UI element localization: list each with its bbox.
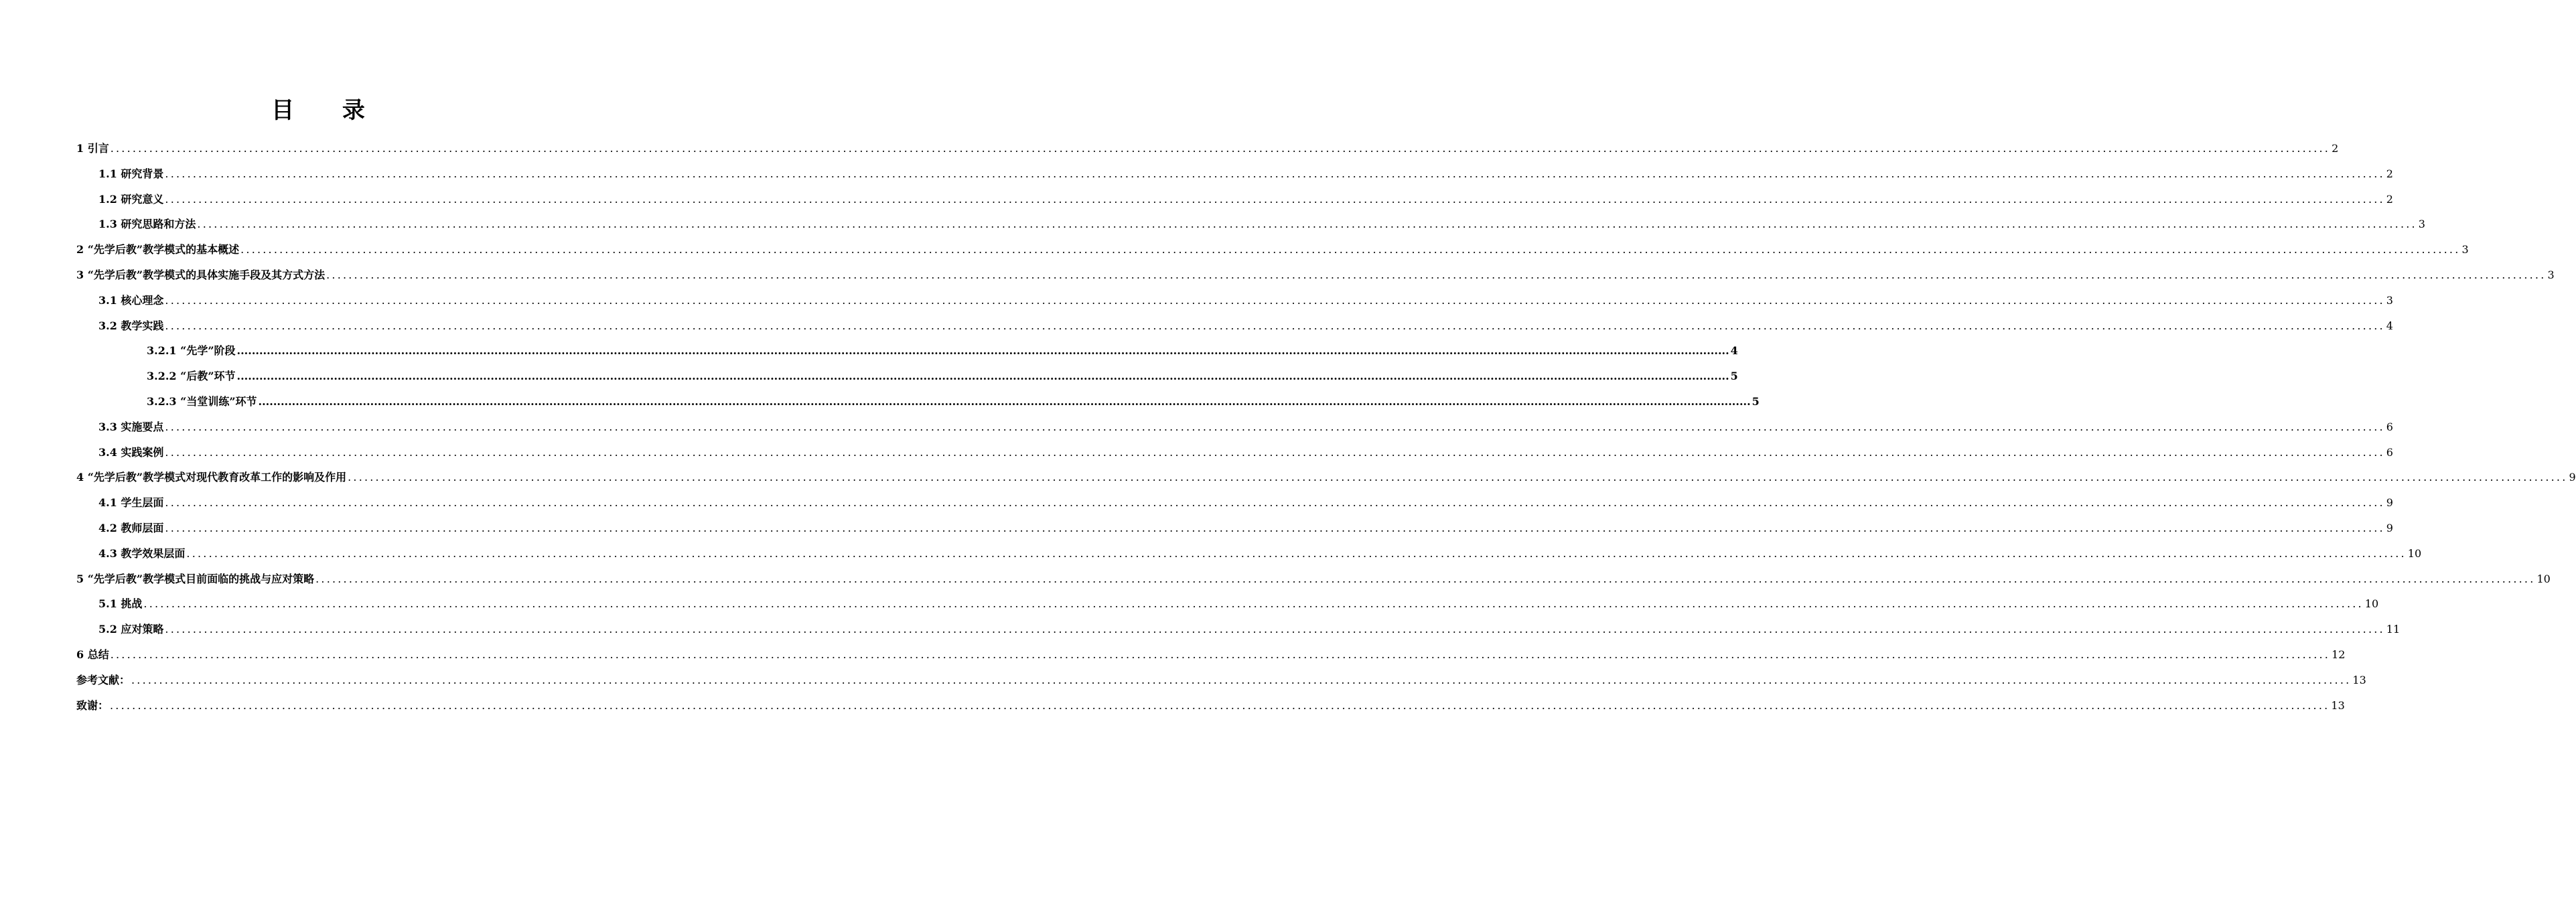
toc-entry[interactable]: [76, 364, 1738, 389]
toc-dot-leader: ................................................................................................................................................................................................................................................................................................................................................................................................................: [165, 496, 2385, 510]
toc-entry-label: 1.3 研究思路和方法: [98, 218, 196, 231]
toc-page-number: 3: [2461, 243, 2469, 256]
toc-entry[interactable]: [76, 668, 2366, 693]
toc-page-number: 6: [2386, 420, 2393, 433]
toc-entry[interactable]: [76, 465, 2576, 490]
toc-dot-leader: ................................................................................................................................................................................................................................................................................................................................................................................................................: [315, 572, 2536, 585]
toc-entry-label: 4 “先学后教”教学模式对现代教育改革工作的影响及作用: [76, 471, 347, 484]
toc-entry-label: 4.2 教师层面: [98, 521, 164, 534]
toc-entry[interactable]: [76, 490, 2393, 516]
toc-entry-label: 5.2 应对策略: [98, 623, 164, 636]
toc-page-number: 5: [1751, 394, 1760, 408]
toc-entry-label: 致谢：: [76, 698, 109, 712]
toc-dot-leader: ................................................................................................................................................................................................................................................................................................................................................................................................................: [165, 167, 2385, 180]
toc-entry[interactable]: [76, 567, 2551, 592]
toc-page-number: 11: [2386, 623, 2401, 636]
toc-entry-label: 4.1 学生层面: [98, 496, 164, 510]
toc-page-number: 9: [2386, 496, 2393, 510]
toc-page-number: 2: [2386, 192, 2393, 206]
toc-entry[interactable]: [76, 212, 2425, 237]
toc-dot-leader: ................................................................................................................................................................................................................................................................................................................................................................................................................: [348, 471, 2568, 484]
toc-page-number: 4: [2386, 319, 2393, 332]
toc-entry[interactable]: [76, 262, 2555, 288]
toc-entry-label: 3.4 实践案例: [98, 445, 164, 459]
toc-entry[interactable]: [76, 693, 2345, 719]
toc-entry-label: 3.1 核心理念: [98, 293, 164, 307]
toc-page-number: 10: [2407, 546, 2422, 560]
toc-entry-label: 3.3 实施要点: [98, 420, 164, 433]
toc-dot-leader: ................................................................................................................................................................................................................................................................................................................................................................................................................: [131, 673, 2352, 686]
toc-entry-label: 1.1 研究背景: [98, 167, 164, 180]
toc-dot-leader: ................................................................................................................................................................................................................................................................................................................................................................................................................: [240, 243, 2461, 256]
toc-entry-label: 3.2 教学实践: [98, 319, 164, 332]
toc-entry-label: 5 “先学后教”教学模式目前面临的挑战与应对策略: [76, 572, 315, 585]
toc-dot-leader: ................................................................................................................................................................................................................................................................................................................................................................................................................: [165, 521, 2385, 534]
toc-dot-leader: ................................................................................................................................................................................................................................................................................................................................................................................................................: [110, 142, 2331, 155]
toc-page-number: 13: [2352, 673, 2366, 686]
toc-page-number: 9: [2386, 521, 2393, 534]
toc-entry-label: 6 总结: [76, 648, 109, 661]
toc-page-number: 10: [2364, 597, 2379, 611]
table-of-contents: [76, 136, 2576, 718]
toc-dot-leader: ................................................................................................................................................................................................................................................................................................................................................................................................................: [165, 192, 2385, 206]
toc-dot-leader: ................................................................................................................................................................................................................................................................................................................................................................................................................: [236, 370, 1729, 383]
toc-dot-leader: ................................................................................................................................................................................................................................................................................................................................................................................................................: [165, 445, 2385, 459]
toc-entry[interactable]: [76, 389, 1760, 415]
page-title: 目 录: [271, 97, 385, 124]
toc-dot-leader: ................................................................................................................................................................................................................................................................................................................................................................................................................: [143, 597, 2364, 611]
toc-dot-leader: ................................................................................................................................................................................................................................................................................................................................................................................................................: [165, 623, 2385, 636]
toc-entry[interactable]: [76, 136, 2339, 161]
toc-entry-label: 5.1 挑战: [98, 597, 143, 611]
toc-entry-label: 3.2.1 “先学”阶段: [147, 344, 236, 358]
toc-page-number: 3: [2386, 293, 2393, 307]
toc-page-number: 13: [2331, 698, 2345, 712]
toc-dot-leader: ................................................................................................................................................................................................................................................................................................................................................................................................................: [165, 319, 2385, 332]
toc-entry[interactable]: [76, 591, 2379, 617]
toc-dot-leader: ................................................................................................................................................................................................................................................................................................................................................................................................................: [110, 698, 2330, 712]
toc-dot-leader: ................................................................................................................................................................................................................................................................................................................................................................................................................: [110, 648, 2331, 661]
toc-entry-label: 参考文献：: [76, 673, 131, 686]
toc-entry[interactable]: [76, 313, 2393, 339]
toc-entry[interactable]: [76, 516, 2393, 541]
toc-dot-leader: ................................................................................................................................................................................................................................................................................................................................................................................................................: [258, 394, 1751, 408]
toc-entry[interactable]: [76, 187, 2393, 212]
toc-entry[interactable]: [76, 415, 2393, 440]
toc-entry[interactable]: [76, 541, 2422, 567]
toc-page-number: 2: [2386, 167, 2393, 180]
toc-entry[interactable]: [76, 642, 2346, 668]
toc-dot-leader: ................................................................................................................................................................................................................................................................................................................................................................................................................: [236, 344, 1729, 358]
toc-entry-label: 3.2.3 “当堂训练”环节: [147, 394, 257, 408]
toc-entry-label: 3.2.2 “后教”环节: [147, 370, 236, 383]
toc-entry[interactable]: [76, 617, 2401, 642]
toc-page-number: 3: [2418, 218, 2425, 231]
toc-page-number: 5: [1730, 370, 1738, 383]
toc-entry[interactable]: [76, 440, 2393, 465]
toc-page-number: 3: [2547, 268, 2555, 281]
toc-entry-label: 4.3 教学效果层面: [98, 546, 186, 560]
toc-page-number: 9: [2569, 471, 2576, 484]
toc-page-number: 4: [1730, 344, 1738, 358]
toc-entry-label: 2 “先学后教”教学模式的基本概述: [76, 243, 240, 256]
toc-page-number: 10: [2536, 572, 2551, 585]
toc-entry[interactable]: [76, 338, 1738, 364]
toc-page-number: 6: [2386, 445, 2393, 459]
toc-entry-label: 3 “先学后教”教学模式的具体实施手段及其方式方法: [76, 268, 326, 281]
toc-entry-label: 1.2 研究意义: [98, 192, 164, 206]
toc-dot-leader: ................................................................................................................................................................................................................................................................................................................................................................................................................: [165, 293, 2385, 307]
toc-dot-leader: ................................................................................................................................................................................................................................................................................................................................................................................................................: [165, 420, 2385, 433]
toc-entry-label: 1 引言: [76, 142, 109, 155]
toc-entry[interactable]: [76, 161, 2393, 187]
toc-page-number: 2: [2332, 142, 2339, 155]
toc-dot-leader: ................................................................................................................................................................................................................................................................................................................................................................................................................: [326, 268, 2547, 281]
toc-dot-leader: ................................................................................................................................................................................................................................................................................................................................................................................................................: [197, 218, 2417, 231]
toc-entry[interactable]: [76, 237, 2469, 262]
toc-dot-leader: ................................................................................................................................................................................................................................................................................................................................................................................................................: [186, 546, 2407, 560]
toc-entry[interactable]: [76, 288, 2393, 313]
toc-page-number: 12: [2332, 648, 2346, 661]
